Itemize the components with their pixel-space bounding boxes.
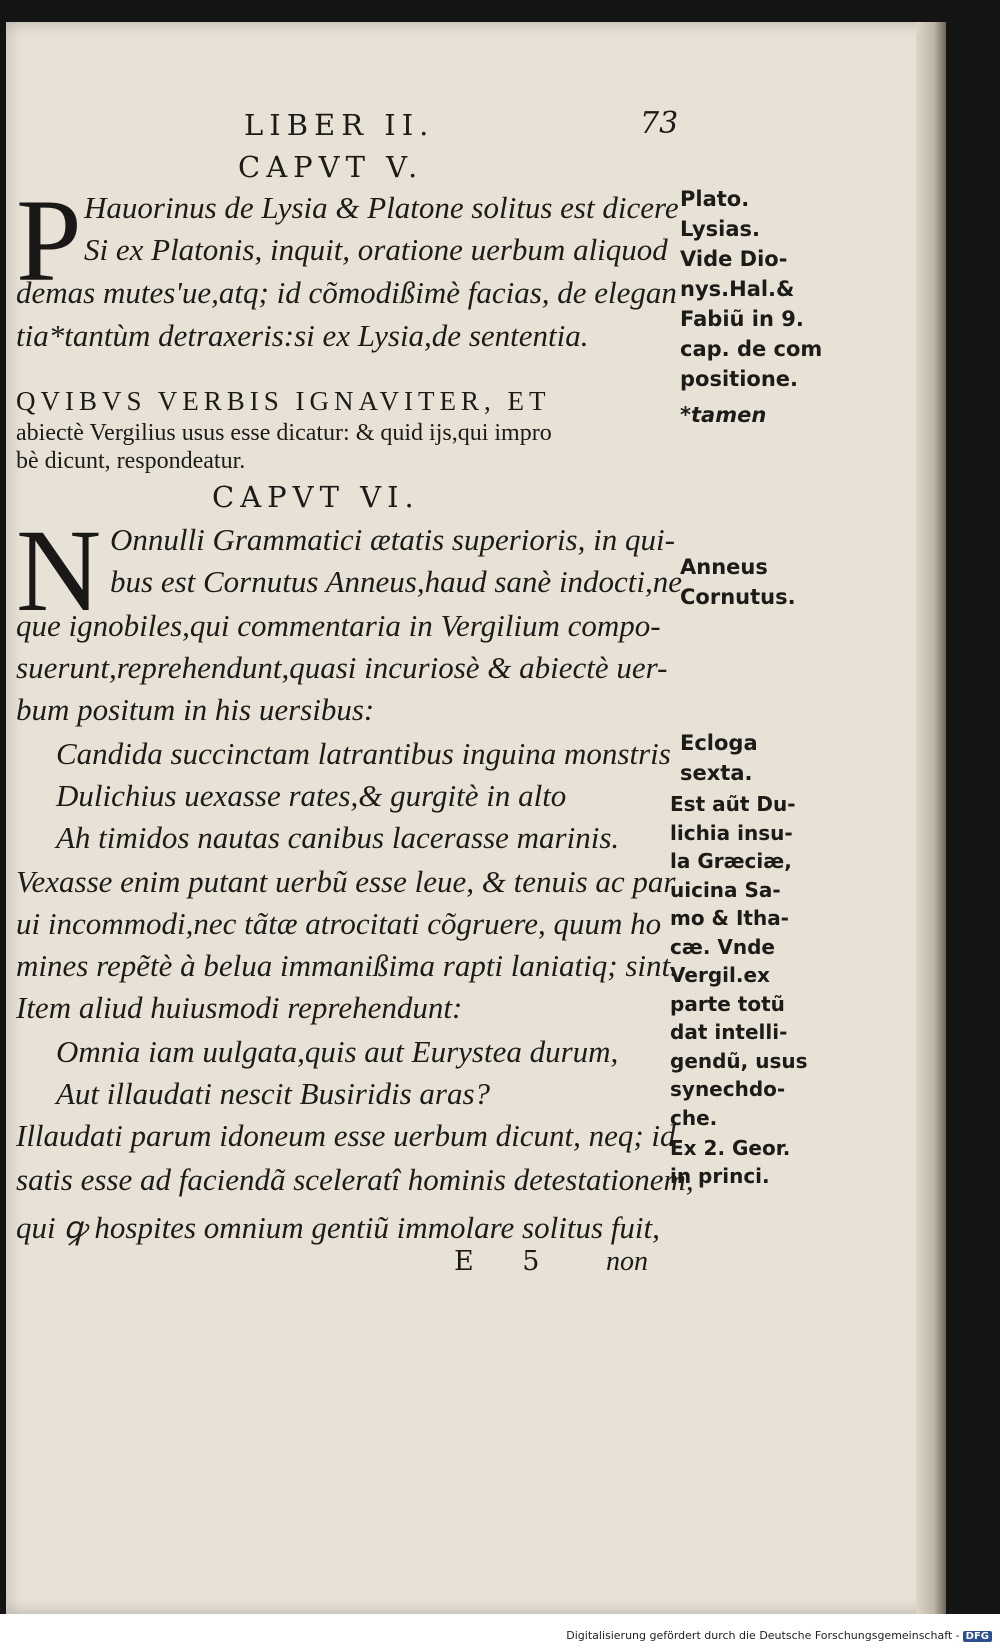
text-line: bus est Cornutus Anneus,haud sanè indocti,ne (110, 564, 683, 599)
text-line: qui ꝙ hospites omnium gentiũ immolare solitus fuit, (16, 1210, 660, 1245)
verse-line: Dulichius uexasse rates,& gurgitè in alto (56, 778, 567, 813)
page-edge-shadow (916, 22, 946, 1614)
drop-cap: P (16, 175, 82, 306)
text-line: Vexasse enim putant uerbũ esse leue, & tenuis ac par (16, 864, 676, 899)
dfg-logo: DFG (963, 1631, 992, 1642)
text-line: Si ex Platonis, inquit, oratione uerbum aliquod (84, 232, 668, 267)
text-line: suerunt,reprehendunt,quasi incuriosè & abiectè uer- (16, 650, 668, 685)
text-line: mines repẽtè à belua immanißima rapti laniatiq; sint. (16, 948, 678, 983)
credit-text: Digitalisierung gefördert durch die Deutsche Forschungsgemeinschaft - (566, 1629, 960, 1642)
chapter-heading: CAPVT V. (238, 150, 424, 184)
margin-note: Est aũt Du- lichia insu- la Græciæ, uicina Sa- mo & Itha- cæ. Vnde Vergil.ex parte totũ dat intelli- gendũ, usus synechdo- che. (670, 792, 808, 1130)
drop-cap: N (16, 505, 102, 636)
summary-caps: QVIBVS VERBIS IGNAVITER, ET (16, 386, 551, 416)
margin-note: Ecloga sexta. (680, 731, 758, 785)
margin-note: *tamen (680, 403, 767, 427)
running-head-title: LIBER II. (244, 108, 435, 142)
margin-note: Anneus Cornutus. (680, 555, 796, 609)
margin-note: Ex 2. Geor. in princi. (670, 1136, 791, 1188)
verse-line: Aut illaudati nescit Busiridis aras? (56, 1076, 491, 1111)
text-line: satis esse ad faciendã sceleratî hominis detestationem, (16, 1162, 694, 1197)
text-line: tia*tantùm detraxeris:si ex Lysia,de sententia. (16, 318, 589, 353)
verse-line: Ah timidos nautas canibus lacerasse marinis. (56, 820, 620, 855)
signature-mark: E 5 (454, 1246, 560, 1277)
chapter-heading: CAPVT VI. (212, 480, 420, 514)
text-line: demas mutes'ue,atq; id cõmodißimè facias, de elegan (16, 275, 677, 310)
summary-line: bè dicunt, respondeatur. (16, 448, 246, 474)
verse-line: Candida succinctam latrantibus inguina monstris (56, 736, 671, 771)
text-line: Illaudati parum idoneum esse uerbum dicunt, neq; id (16, 1118, 676, 1153)
text-line: ui incommodi,nec tãtæ atrocitati cõgruere, quum ho (16, 906, 662, 941)
verse-line: Omnia iam uulgata,quis aut Eurystea durum, (56, 1034, 619, 1069)
text-line: Item aliud huiusmodi reprehendunt: (16, 990, 463, 1025)
summary-line: abiectè Vergilius usus esse dicatur: & quid ijs,qui impro (16, 420, 552, 446)
page-number: 73 (640, 106, 679, 141)
text-line: que ignobiles,qui commentaria in Vergilium compo- (16, 608, 661, 643)
text-line: Hauorinus de Lysia & Platone solitus est dicere (84, 190, 679, 225)
text-line: Onnulli Grammatici ætatis superioris, in qui- (110, 522, 675, 557)
text-line: bum positum in his uersibus: (16, 692, 375, 727)
margin-note: Plato. Lysias. Vide Dio- nys.Hal.& Fabiũ in 9. cap. de com positione. (680, 187, 823, 391)
digitization-credit (566, 1629, 992, 1642)
catchword: non (606, 1246, 648, 1277)
book-page (6, 22, 946, 1614)
